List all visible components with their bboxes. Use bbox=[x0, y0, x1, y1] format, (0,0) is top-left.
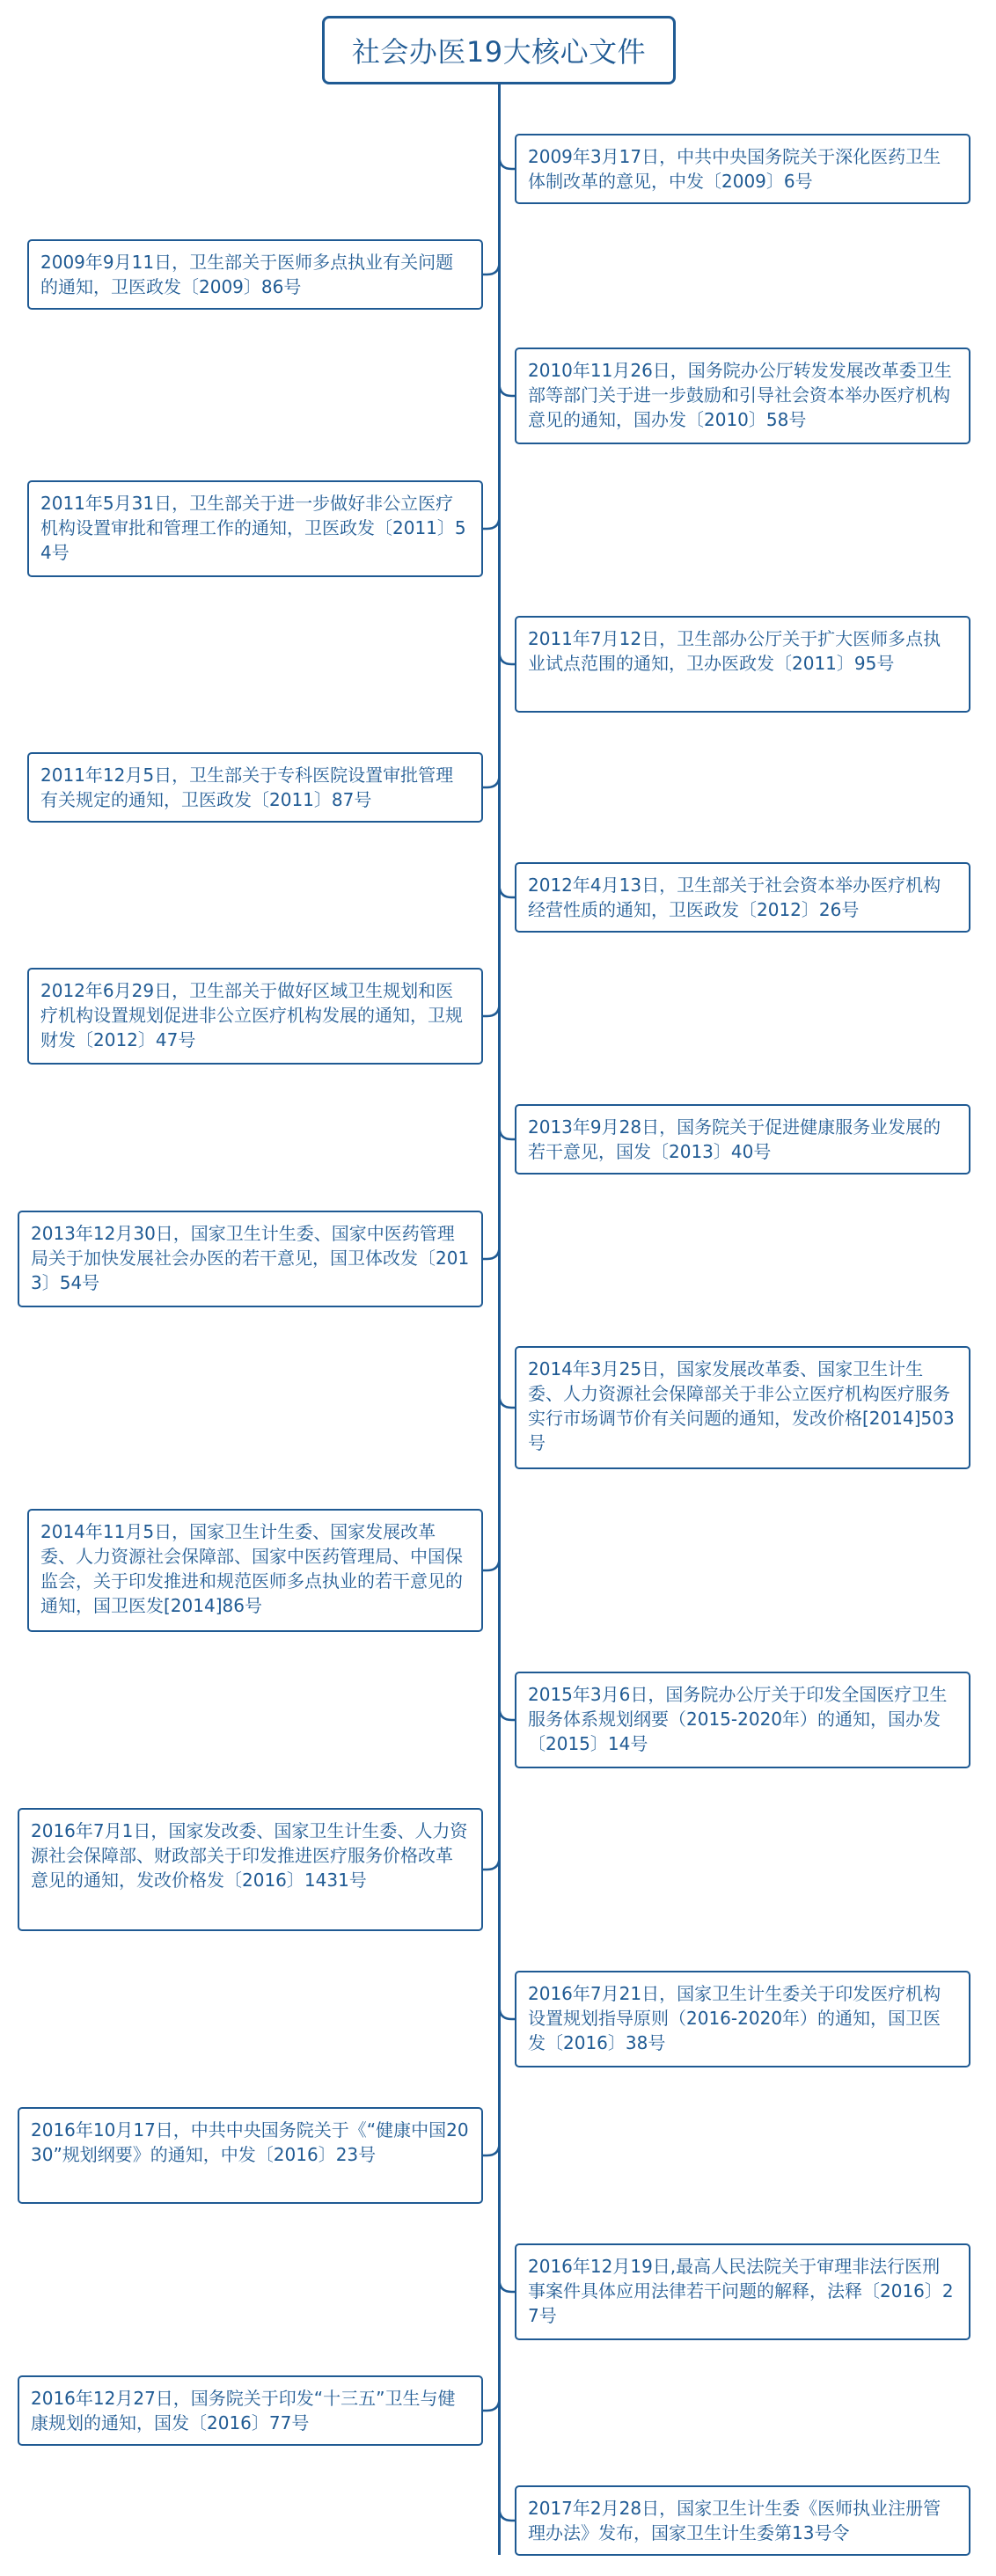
connector-15 bbox=[483, 2143, 500, 2155]
doc-node-2016-12-27[interactable]: 2016年12月27日，国务院关于印发“十三五”卫生与健康规划的通知，国发〔2016〕77号 bbox=[18, 2375, 483, 2446]
connector-9 bbox=[483, 1247, 500, 1259]
connector-3 bbox=[483, 516, 500, 529]
connector-8 bbox=[500, 1127, 516, 1139]
connector-2 bbox=[500, 384, 516, 396]
connector-7 bbox=[483, 1004, 500, 1016]
connector-11 bbox=[483, 1558, 500, 1570]
doc-node-2016-12-19[interactable]: 2016年12月19日,最高人民法院关于审理非法行医刑事案件具体应用法律若干问题的解释，法释〔2016〕27号 bbox=[515, 2243, 970, 2340]
doc-node-2012-06-29[interactable]: 2012年6月29日，卫生部关于做好区域卫生规划和医疗机构设置规划促进非公立医疗机构发展的通知，卫规财发〔2012〕47号 bbox=[27, 968, 483, 1065]
doc-node-2013-09-28[interactable]: 2013年9月28日，国务院关于促进健康服务业发展的若干意见，国发〔2013〕40号 bbox=[515, 1104, 970, 1175]
doc-node-2014-03-25[interactable]: 2014年3月25日，国家发展改革委、国家卫生计生委、人力资源社会保障部关于非公立医疗机构医疗服务实行市场调节价有关问题的通知，发改价格[2014]503号 bbox=[515, 1346, 970, 1469]
connector-14 bbox=[500, 2007, 516, 2019]
doc-node-2016-07-21[interactable]: 2016年7月21日，国家卫生计生委关于印发医疗机构设置规划指导原则（2016-2020年）的通知，国卫医发〔2016〕38号 bbox=[515, 1971, 970, 2067]
root-title[interactable]: 社会办医19大核心文件 bbox=[322, 16, 676, 84]
connector-17 bbox=[483, 2398, 500, 2411]
doc-node-2009-03-17[interactable]: 2009年3月17日，中共中央国务院关于深化医药卫生体制改革的意见，中发〔2009〕6号 bbox=[515, 134, 970, 204]
connector-10 bbox=[500, 1395, 516, 1408]
connector-1 bbox=[483, 262, 500, 274]
doc-node-2013-12-30[interactable]: 2013年12月30日，国家卫生计生委、国家中医药管理局关于加快发展社会办医的若干意见，国卫体改发〔2013〕54号 bbox=[18, 1211, 483, 1307]
doc-node-2012-04-13[interactable]: 2012年4月13日，卫生部关于社会资本举办医疗机构经营性质的通知，卫医政发〔2012〕26号 bbox=[515, 862, 970, 933]
doc-node-2009-09-11[interactable]: 2009年9月11日，卫生部关于医师多点执业有关问题的通知，卫医政发〔2009〕86号 bbox=[27, 239, 483, 310]
doc-node-2014-11-05[interactable]: 2014年11月5日，国家卫生计生委、国家发展改革委、人力资源社会保障部、国家中医药管理局、中国保监会，关于印发推进和规范医师多点执业的若干意见的通知，国卫医发[2014]86号 bbox=[27, 1509, 483, 1632]
connector-18 bbox=[500, 2508, 516, 2521]
connector-6 bbox=[500, 885, 516, 897]
doc-node-2011-12-05[interactable]: 2011年12月5日，卫生部关于专科医院设置审批管理有关规定的通知，卫医政发〔2011〕87号 bbox=[27, 752, 483, 823]
connector-12 bbox=[500, 1708, 516, 1720]
doc-node-2015-03-06[interactable]: 2015年3月6日，国务院办公厅关于印发全国医疗卫生服务体系规划纲要（2015-2020年）的通知，国办发〔2015〕14号 bbox=[515, 1672, 970, 1768]
doc-node-2017-02-28[interactable]: 2017年2月28日，国家卫生计生委《医师执业注册管理办法》发布，国家卫生计生委第13号令 bbox=[515, 2485, 970, 2556]
connector-4 bbox=[500, 652, 516, 664]
connector-5 bbox=[483, 775, 500, 787]
doc-node-2016-10-17[interactable]: 2016年10月17日，中共中央国务院关于《“健康中国2030”规划纲要》的通知，中发〔2016〕23号 bbox=[18, 2107, 483, 2204]
connector-0 bbox=[500, 157, 516, 169]
doc-node-2011-07-12[interactable]: 2011年7月12日，卫生部办公厅关于扩大医师多点执业试点范围的通知，卫办医政发〔2011〕95号 bbox=[515, 616, 970, 713]
connector-16 bbox=[500, 2280, 516, 2292]
doc-node-2010-11-26[interactable]: 2010年11月26日，国务院办公厅转发发展改革委卫生部等部门关于进一步鼓励和引导社会资本举办医疗机构意见的通知，国办发〔2010〕58号 bbox=[515, 348, 970, 444]
connector-13 bbox=[483, 1857, 500, 1870]
doc-node-2011-05-31[interactable]: 2011年5月31日，卫生部关于进一步做好非公立医疗机构设置审批和管理工作的通知，卫医政发〔2011〕54号 bbox=[27, 480, 483, 577]
doc-node-2016-07-01[interactable]: 2016年7月1日，国家发改委、国家卫生计生委、人力资源社会保障部、财政部关于印发推进医疗服务价格改革意见的通知，发改价格发〔2016〕1431号 bbox=[18, 1808, 483, 1931]
